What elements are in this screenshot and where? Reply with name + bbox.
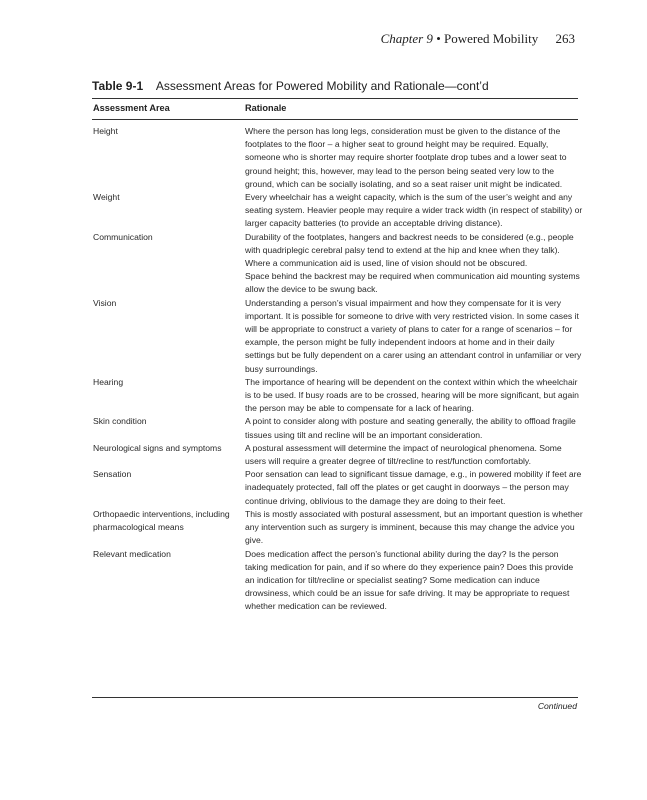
rationale-cell (245, 415, 583, 441)
rationale-paragraph: Understanding a person’s visual impairment and how they compensate for it is very important. It is possible for someone to drive with very restricted vision. In some cases it will be appropriate to construct a variety of plans to cater for a range of scenarios – for example, the person might be fully independent indoors at home and in their daily settings but be fully dependent on a carer using an attendant control in unfamiliar or very busy surroundings. (245, 297, 582, 374)
rationale-cell (245, 468, 583, 508)
assessment-area-cell: Communication (93, 231, 153, 242)
table-bottom-rule (92, 697, 578, 698)
table-row (93, 442, 583, 468)
table-header-rule (92, 119, 578, 120)
rationale-cell (245, 297, 583, 376)
assessment-area-cell: Vision (93, 297, 117, 308)
table-row (93, 468, 583, 508)
rationale-paragraph: Every wheelchair has a weight capacity, which is the sum of the user’s weight and any seating system. Heavier people may require a wider track width (in respect of stability) or larger capacity batteries (to provide an acceptable driving distance). (245, 192, 583, 229)
continued-note: Continued (537, 701, 577, 711)
rationale-paragraph: Where the person has long legs, consideration must be given to the distance of the footplates to the floor – a higher seat to ground height may be required. Equally, someone who is shorter may require shorter footplate drop tubes and a lower seat to ground height; this, however, may lead to the person being seated very low to the ground, which can be socially isolating, and so a seat raiser unit might be indicated. (245, 126, 567, 189)
table-row (93, 125, 583, 191)
assessment-area-cell: Height (93, 126, 118, 136)
table-row (93, 297, 583, 376)
table-row (93, 191, 583, 231)
rationale-paragraph: A point to consider along with posture and seating generally, the ability to offload fragile tissues using tilt and recline will be an important consideration. (245, 416, 576, 440)
table-label: Table 9-1 (92, 79, 144, 93)
assessment-area-cell: Weight (93, 192, 120, 203)
rationale-cell (245, 191, 583, 231)
rationale-paragraph: Where a communication aid is used, line of vision should not be obscured. (245, 258, 528, 269)
table-row (93, 376, 583, 416)
assessment-area-cell: Skin condition (93, 416, 147, 427)
table-row (93, 548, 583, 614)
table-body (93, 125, 583, 614)
rationale-paragraph: A postural assessment will determine the impact of neurological phenomena. Some users will require a greater degree of tilt/recline to rest/function comfortably. (245, 442, 562, 467)
chapter-label: Chapter 9 (380, 31, 433, 46)
rationale-paragraph: Poor sensation can lead to significant tissue damage, e.g., in powered mobility if feet are inadequately protected, fall off the plates or get caught in doorways – the person may continue driving, oblivious to the damage they are doing to their feet. (245, 469, 582, 506)
rationale-cell (245, 442, 583, 468)
header-separator: • (436, 31, 441, 46)
chapter-title: Powered Mobility (444, 31, 539, 46)
column-header-rationale: Rationale (245, 103, 287, 113)
assessment-area-cell: Sensation (93, 469, 132, 480)
rationale-paragraph: This is mostly associated with postural assessment, but an important question is whether any intervention such as surgery is imminent, because this may change the advice you give. (245, 508, 583, 546)
rationale-paragraph: Durability of the footplates, hangers and backrest needs to be considered (e.g., people with quadriplegic cerebral palsy tend to extend at the hip and knee when they talk). (245, 231, 574, 255)
rationale-cell (245, 508, 583, 548)
rationale-cell (245, 125, 583, 191)
rationale-paragraph: Does medication affect the person’s functional ability during the day? Is the person taking medication for pain, and if so where do they experience pain? Does this provide an indication for tilt/recline or specialist seating? Some medication can induce drowsiness, which could be an issue for safe driving. It may be appropriate to request whether medication can be reviewed. (245, 548, 574, 612)
assessment-area-cell: Relevant medication (93, 548, 171, 559)
table-title (92, 79, 489, 93)
rationale-cell (245, 548, 583, 614)
table-row (93, 415, 583, 441)
running-header (381, 31, 575, 47)
assessment-area-cell: Hearing (93, 376, 124, 387)
rationale-cell (245, 231, 583, 297)
table-row (93, 508, 583, 548)
assessment-area-cell: Neurological signs and symptoms (93, 442, 222, 453)
rationale-cell (245, 376, 583, 416)
rationale-paragraph: The importance of hearing will be dependent on the context within which the wheelchair is to be used. If busy roads are to be crossed, hearing will be more significant, but again the person may be able to compensate for a lack of hearing. (245, 376, 579, 414)
rationale-paragraph: Space behind the backrest may be required when communication aid mounting systems allow the device to be swung back. (245, 271, 580, 295)
table-top-rule (92, 98, 578, 99)
table-row (93, 231, 583, 297)
assessment-area-cell: Orthopaedic interventions, including pharmacological means (93, 508, 230, 533)
column-header-assessment-area: Assessment Area (93, 103, 170, 113)
page-number: 263 (555, 31, 575, 46)
table-caption: Assessment Areas for Powered Mobility and Rationale—cont’d (155, 79, 489, 93)
